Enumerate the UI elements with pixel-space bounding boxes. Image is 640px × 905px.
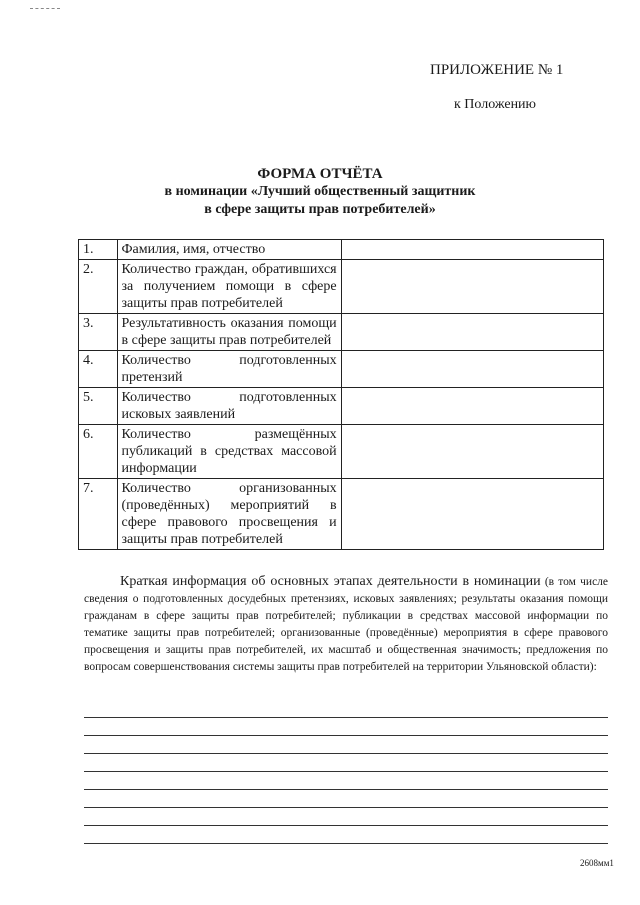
row-label: Фамилия, имя, отчество bbox=[117, 240, 341, 260]
scan-mark bbox=[30, 8, 60, 9]
answer-line[interactable] bbox=[84, 700, 608, 718]
summary-lead: Краткая информация об основных этапах деятельности в номинации bbox=[120, 574, 541, 589]
table-row bbox=[79, 425, 604, 479]
answer-line[interactable] bbox=[84, 826, 608, 844]
row-label: Количество размещённых публикаций в средствах массовой информации bbox=[117, 425, 341, 479]
form-title: ФОРМА ОТЧЁТА bbox=[257, 166, 383, 182]
row-value-field[interactable] bbox=[341, 351, 603, 388]
nomination-title-line-1: в номинации «Лучший общественный защитник bbox=[164, 184, 476, 199]
nomination-title-line-2: в сфере защиты прав потребителей» bbox=[204, 202, 436, 217]
answer-line[interactable] bbox=[84, 772, 608, 790]
summary-instructions bbox=[84, 573, 608, 676]
table-row bbox=[79, 260, 604, 314]
table-row bbox=[79, 388, 604, 425]
row-number: 5. bbox=[79, 388, 118, 425]
answer-line[interactable] bbox=[84, 790, 608, 808]
table-row bbox=[79, 351, 604, 388]
document-code: 2608мм1 bbox=[580, 858, 614, 868]
form-title-block bbox=[0, 165, 640, 219]
row-value-field[interactable] bbox=[341, 388, 603, 425]
row-number: 7. bbox=[79, 479, 118, 550]
row-label: Количество подготовленных претензий bbox=[117, 351, 341, 388]
row-number: 3. bbox=[79, 314, 118, 351]
row-number: 6. bbox=[79, 425, 118, 479]
appendix-label: ПРИЛОЖЕНИЕ № 1 bbox=[430, 62, 564, 78]
answer-lines[interactable] bbox=[84, 700, 608, 844]
table-row bbox=[79, 240, 604, 260]
answer-line[interactable] bbox=[84, 736, 608, 754]
row-number: 4. bbox=[79, 351, 118, 388]
answer-line[interactable] bbox=[84, 754, 608, 772]
row-value-field[interactable] bbox=[341, 240, 603, 260]
row-label: Количество организованных (проведённых) мероприятий в сфере правового просвещения и защиты прав потребителей bbox=[117, 479, 341, 550]
row-value-field[interactable] bbox=[341, 425, 603, 479]
table-row bbox=[79, 314, 604, 351]
row-label: Результативность оказания помощи в сфере защиты прав потребителей bbox=[117, 314, 341, 351]
row-value-field[interactable] bbox=[341, 314, 603, 351]
row-number: 1. bbox=[79, 240, 118, 260]
row-number: 2. bbox=[79, 260, 118, 314]
answer-line[interactable] bbox=[84, 808, 608, 826]
row-value-field[interactable] bbox=[341, 260, 603, 314]
table-row bbox=[79, 479, 604, 550]
answer-line[interactable] bbox=[84, 718, 608, 736]
regulation-reference: к Положению bbox=[454, 97, 537, 112]
summary-details: (в том числе сведения о подготовленных досудебных претензиях, исковых заявлениях; результаты оказания помощи гражданам в сфере защиты прав потребителей; публикации в средствах массовой информации по тематике защиты прав потребителей; организованные (проведённые) мероприятия в сфере правового просвещения и защиты прав потребителей, их масштаб и общественная значимость; предложения по вопросам совершенствования системы защиты прав потребителей на территории Ульяновской области): bbox=[84, 576, 609, 673]
row-value-field[interactable] bbox=[341, 479, 603, 550]
report-table bbox=[78, 239, 604, 550]
row-label: Количество граждан, обратившихся за получением помощи в сфере защиты прав потребителей bbox=[117, 260, 341, 314]
row-label: Количество подготовленных исковых заявлений bbox=[117, 388, 341, 425]
